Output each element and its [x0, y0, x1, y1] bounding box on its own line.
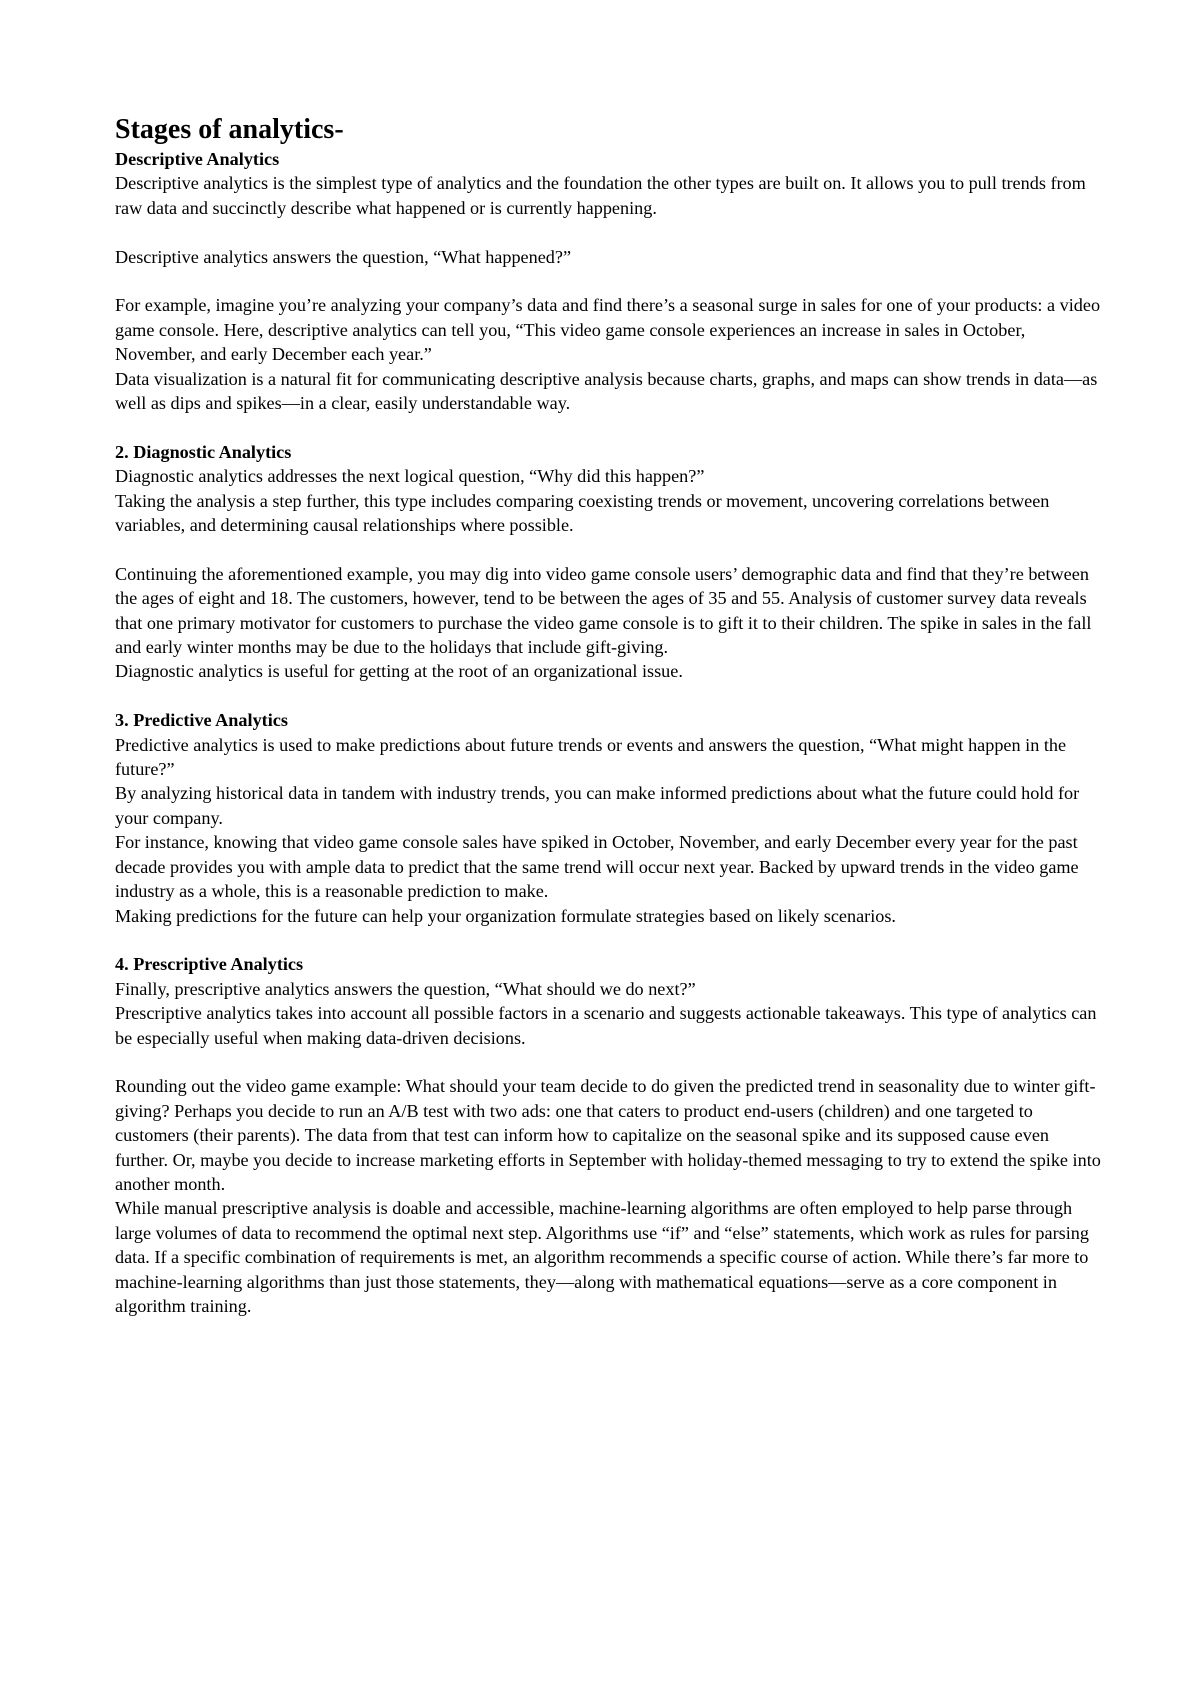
section-heading-diagnostic: 2. Diagnostic Analytics: [115, 441, 292, 462]
paragraph-spacer: [115, 415, 1105, 439]
descriptive-paragraph-4: Data visualization is a natural fit for communicating descriptive analysis because charts, graphs, and maps can show trends in data—as well as dips and spikes—in a clear, easily understandable way.: [115, 368, 1098, 414]
diagnostic-paragraph-2: Taking the analysis a step further, this type includes comparing coexisting trends or movement, uncovering correlations between variables, and determining causal relationships where possible.: [115, 490, 1050, 536]
predictive-paragraph-1: Predictive analytics is used to make predictions about future trends or events and answers the question, “What might happen in the future?”: [115, 734, 1067, 780]
paragraph-spacer: [115, 684, 1105, 708]
diagnostic-paragraph-1: Diagnostic analytics addresses the next logical question, “Why did this happen?”: [115, 466, 705, 487]
section-heading-prescriptive: 4. Prescriptive Analytics: [115, 954, 304, 975]
prescriptive-paragraph-4: While manual prescriptive analysis is doable and accessible, machine-learning algorithms are often employed to help parse through large volumes of data to recommend the optimal next step. Algorithms use “if” and “else” statements, which work as rules for parsing data. If a specific combination of requirements is met, an algorithm recommends a specific course of action. While there’s far more to machine-learning algorithms than just those statements, they—along with mathematical equations—serve as a core component in algorithm training.: [115, 1198, 1089, 1316]
descriptive-paragraph-2: Descriptive analytics answers the question, “What happened?”: [115, 246, 572, 267]
paragraph-spacer: [115, 537, 1105, 561]
diagnostic-paragraph-4: Diagnostic analytics is useful for getting at the root of an organizational issue.: [115, 661, 683, 682]
paragraph-spacer: [115, 220, 1105, 244]
paragraph-spacer: [115, 269, 1105, 293]
descriptive-paragraph-1: Descriptive analytics is the simplest type of analytics and the foundation the other types are built on. It allows you to pull trends from raw data and succinctly describe what happened or is currently happening.: [115, 173, 1086, 218]
predictive-paragraph-2: By analyzing historical data in tandem with industry trends, you can make informed predictions about what the future could hold for your company.: [115, 783, 1080, 828]
section-heading-descriptive: Descriptive Analytics: [115, 149, 280, 169]
document-page: [115, 113, 1105, 1318]
predictive-paragraph-3: For instance, knowing that video game console sales have spiked in October, November, and early December every year for the past decade provides you with ample data to predict that the same trend will occur next year. Backed by upward trends in the video game industry as a whole, this is a reasonable prediction to make.: [115, 832, 1079, 902]
paragraph-spacer: [115, 928, 1105, 952]
section-heading-predictive: 3. Predictive Analytics: [115, 710, 288, 731]
prescriptive-paragraph-1: Finally, prescriptive analytics answers the question, “What should we do next?”: [115, 978, 696, 999]
prescriptive-paragraph-2: Prescriptive analytics takes into account all possible factors in a scenario and suggests actionable takeaways. This type of analytics can be especially useful when making data-driven decisions.: [115, 1003, 1097, 1048]
predictive-paragraph-4: Making predictions for the future can help your organization formulate strategies based on likely scenarios.: [115, 905, 896, 926]
descriptive-paragraph-3: For example, imagine you’re analyzing your company’s data and find there’s a seasonal surge in sales for one of your products: a video game console. Here, descriptive analytics can tell you, “This video game console experiences an increase in sales in October, November, and early December each year.”: [115, 295, 1101, 365]
page-title: Stages of analytics-: [115, 114, 344, 145]
diagnostic-paragraph-3: Continuing the aforementioned example, you may dig into video game console users’ demographic data and find that they’re between the ages of eight and 18. The customers, however, tend to be between the ages of 35 and 55. Analysis of customer survey data reveals that one primary motivator for customers to purchase the video game console is to gift it to their children. The spike in sales in the fall and early winter months may be due to the holidays that include gift-giving.: [115, 563, 1092, 658]
prescriptive-paragraph-3: Rounding out the video game example: What should your team decide to do given the predicted trend in seasonality due to winter gift-giving? Perhaps you decide to run an A/B test with two ads: one that caters to product end-users (children) and one targeted to customers (their parents). The data from that test can inform how to capitalize on the seasonal spike and its supposed cause even further. Or, maybe you decide to increase marketing efforts in September with holiday-themed messaging to try to extend the spike into another month.: [115, 1076, 1101, 1194]
paragraph-spacer: [115, 1050, 1105, 1074]
